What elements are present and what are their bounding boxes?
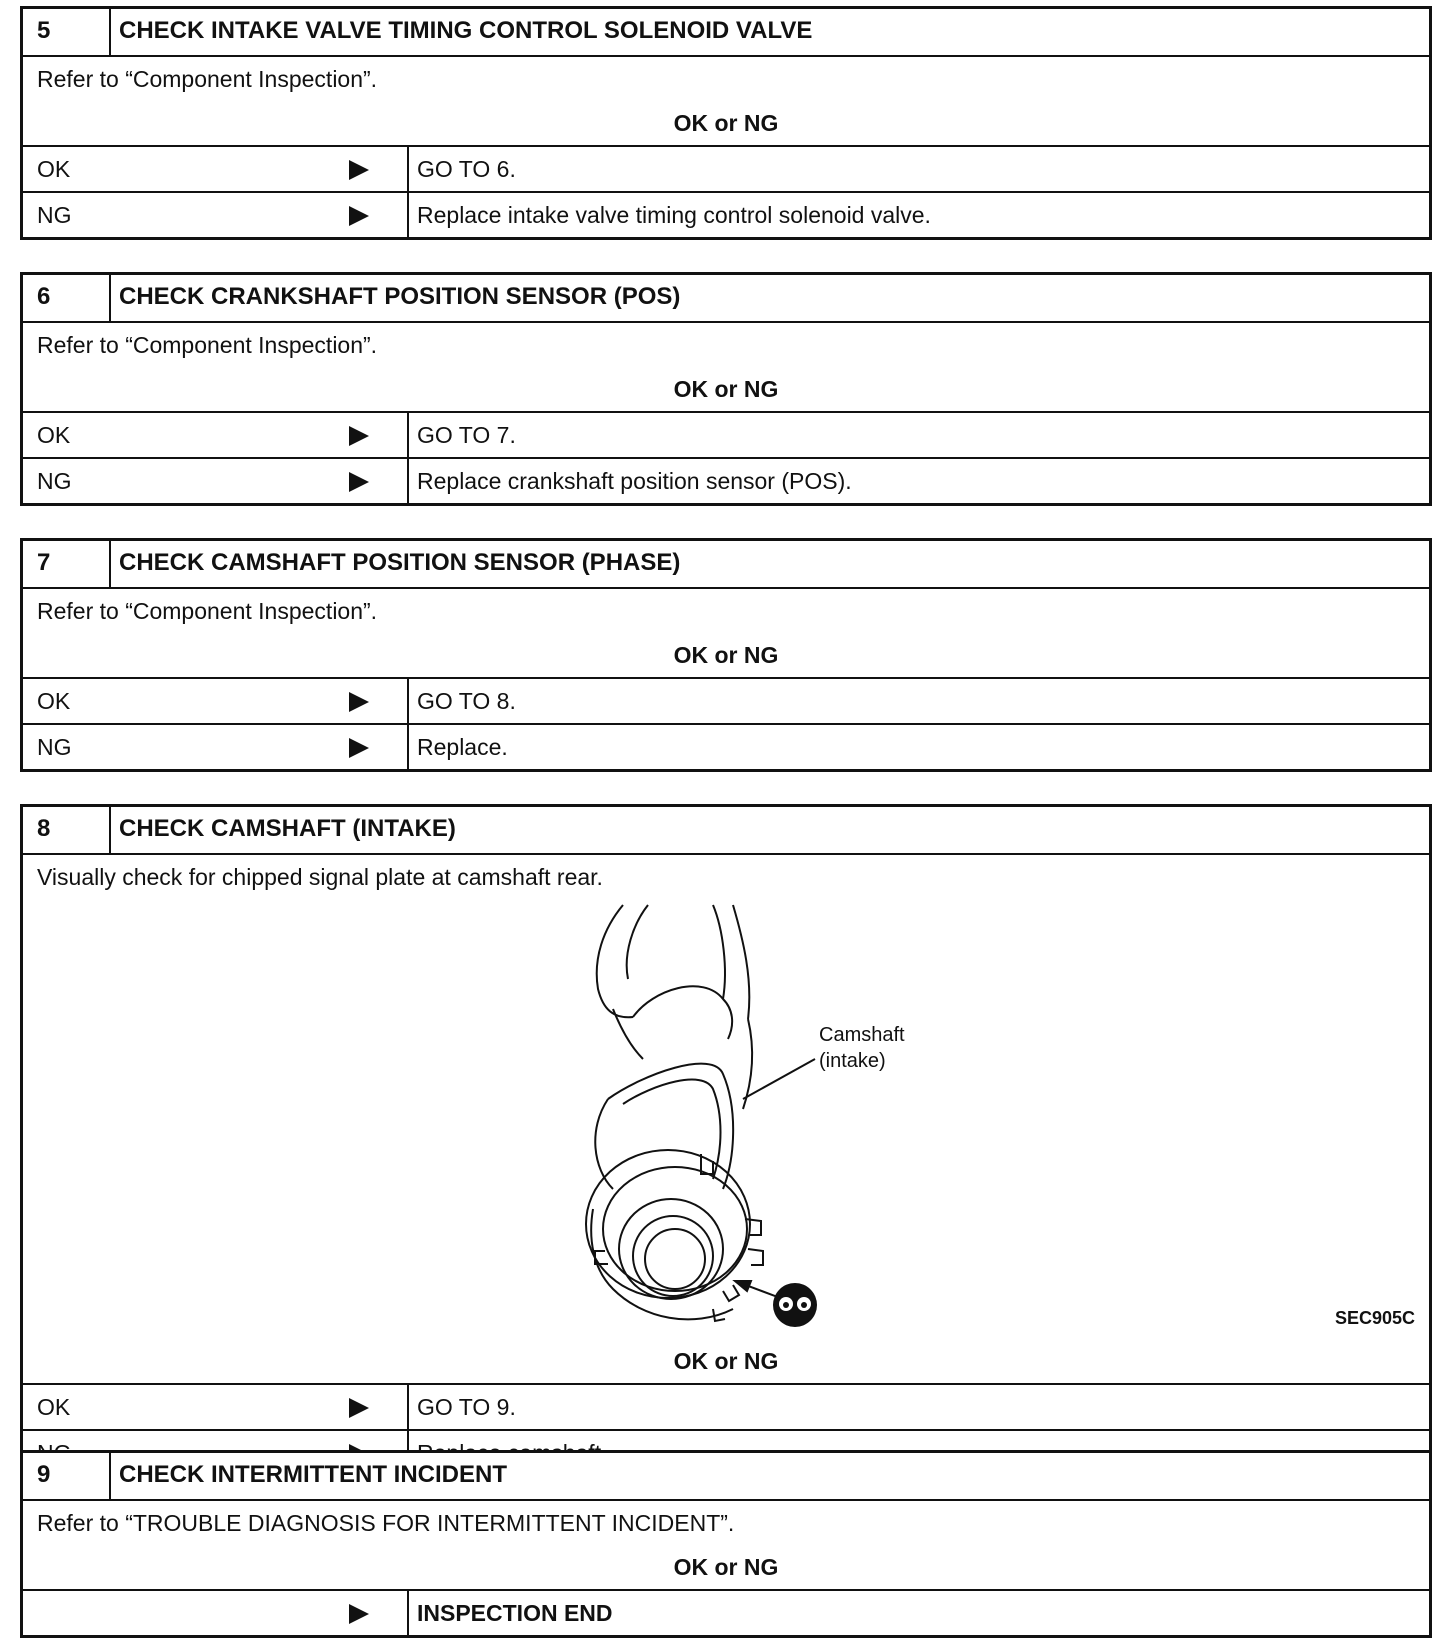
result-label: NG bbox=[23, 459, 409, 503]
figure-code: SEC905C bbox=[1334, 1308, 1415, 1328]
arrow-right-icon bbox=[347, 690, 371, 714]
result-action: GO TO 9. bbox=[417, 1394, 516, 1420]
result-row-ok bbox=[23, 147, 1429, 191]
camshaft-figure bbox=[23, 899, 1429, 1339]
result-row-ok bbox=[23, 413, 1429, 457]
step-instruction: Refer to “TROUBLE DIAGNOSIS FOR INTERMITTENT INCIDENT”. bbox=[37, 1510, 735, 1536]
result-row-ng bbox=[23, 457, 1429, 503]
step-6-box bbox=[20, 272, 1432, 506]
step-number: 6 bbox=[23, 275, 111, 321]
result-label: NG bbox=[23, 725, 409, 769]
result-label: NG bbox=[23, 193, 409, 237]
step-title: CHECK INTAKE VALVE TIMING CONTROL SOLENOID VALVE bbox=[119, 17, 813, 44]
result-action: Replace intake valve timing control solenoid valve. bbox=[417, 202, 931, 228]
result-action: GO TO 8. bbox=[417, 688, 516, 714]
arrow-right-icon bbox=[347, 736, 371, 760]
step-instruction: Visually check for chipped signal plate at camshaft rear. bbox=[37, 864, 603, 890]
step-number: 8 bbox=[23, 807, 111, 853]
ok-or-ng-label: OK or NG bbox=[23, 367, 1429, 413]
result-row-end bbox=[23, 1591, 1429, 1635]
result-action: Replace crankshaft position sensor (POS). bbox=[417, 468, 852, 494]
step-number: 5 bbox=[23, 9, 111, 55]
step-7-box bbox=[20, 538, 1432, 772]
arrow-right-icon bbox=[347, 1602, 371, 1626]
step-9-box bbox=[20, 1450, 1432, 1638]
arrow-right-icon bbox=[347, 158, 371, 182]
ok-or-ng-label: OK or NG bbox=[23, 1545, 1429, 1591]
step-instruction: Refer to “Component Inspection”. bbox=[37, 66, 378, 92]
step-instruction: Refer to “Component Inspection”. bbox=[37, 332, 378, 358]
step-number: 7 bbox=[23, 541, 111, 587]
result-action: INSPECTION END bbox=[417, 1600, 613, 1626]
arrow-right-icon bbox=[347, 204, 371, 228]
step-8-box bbox=[20, 804, 1432, 1478]
ok-or-ng-label: OK or NG bbox=[23, 101, 1429, 147]
step-header bbox=[23, 541, 1429, 589]
camshaft-illustration bbox=[23, 899, 1429, 1339]
ok-or-ng-label: OK or NG bbox=[23, 633, 1429, 679]
result-row-ng bbox=[23, 191, 1429, 237]
callout-camshaft: Camshaft bbox=[819, 1024, 905, 1046]
step-title: CHECK CAMSHAFT POSITION SENSOR (PHASE) bbox=[119, 549, 681, 576]
step-title: CHECK CRANKSHAFT POSITION SENSOR (POS) bbox=[119, 283, 681, 310]
result-action: GO TO 6. bbox=[417, 156, 516, 182]
ok-or-ng-label: OK or NG bbox=[23, 1339, 1429, 1385]
arrow-right-icon bbox=[347, 424, 371, 448]
result-row-ok bbox=[23, 679, 1429, 723]
result-label: OK bbox=[23, 413, 409, 457]
step-5-box bbox=[20, 6, 1432, 240]
step-instruction: Refer to “Component Inspection”. bbox=[37, 598, 378, 624]
result-label: OK bbox=[23, 147, 409, 191]
step-header bbox=[23, 1453, 1429, 1501]
result-label: OK bbox=[23, 1385, 409, 1429]
callout-intake: (intake) bbox=[819, 1050, 886, 1072]
step-number: 9 bbox=[23, 1453, 111, 1499]
step-title: CHECK INTERMITTENT INCIDENT bbox=[119, 1461, 507, 1488]
result-action: Replace. bbox=[417, 734, 508, 760]
step-title: CHECK CAMSHAFT (INTAKE) bbox=[119, 815, 456, 842]
result-row-ng bbox=[23, 723, 1429, 769]
visual-check-eye-icon bbox=[773, 1283, 817, 1327]
result-label: OK bbox=[23, 679, 409, 723]
step-header bbox=[23, 275, 1429, 323]
step-header bbox=[23, 807, 1429, 855]
step-header bbox=[23, 9, 1429, 57]
result-row-ok bbox=[23, 1385, 1429, 1429]
result-action: GO TO 7. bbox=[417, 422, 516, 448]
arrow-right-icon bbox=[347, 470, 371, 494]
result-label bbox=[23, 1591, 409, 1635]
arrow-right-icon bbox=[347, 1396, 371, 1420]
